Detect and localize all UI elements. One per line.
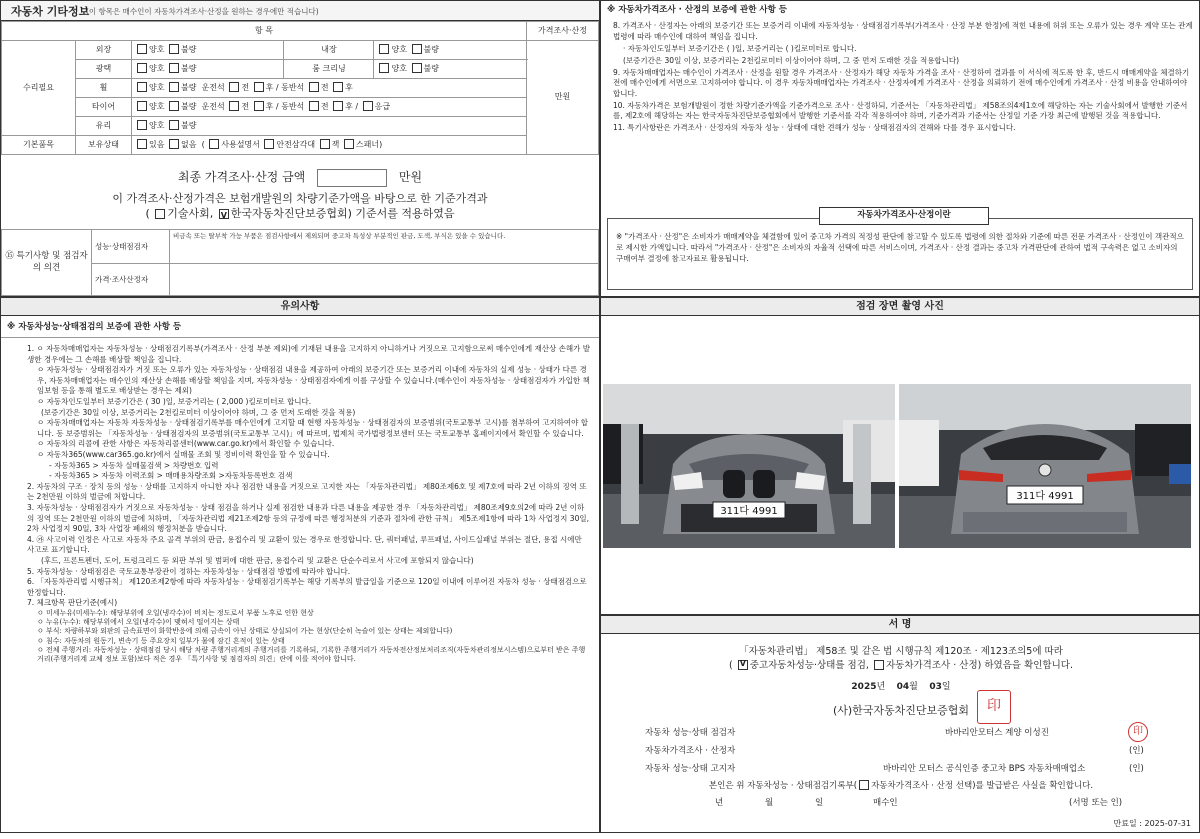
notes-list [1, 338, 599, 664]
org-seal-stamp: 印 [977, 690, 1011, 724]
inspection-checkbox[interactable] [738, 660, 748, 670]
row-glass: 유리 [76, 117, 132, 136]
signature-line2: ( V중고자동차성능·상태를 점검, 자동차가격조사 · 산정) 하였음을 확인합니다. [601, 660, 1200, 672]
notes-title: 유의사항 [1, 298, 599, 316]
final-amount-unit: 만원 [398, 170, 423, 184]
repair-label: 수리필요 [2, 41, 76, 136]
rear-car-image [899, 384, 1191, 548]
receipt-appraisal-checkbox[interactable] [859, 780, 869, 790]
basis-tech-checkbox[interactable] [155, 209, 165, 219]
front-car-photo [603, 384, 895, 548]
signature-panel: 서 명 「자동차관리법」 제58조 및 같은 법 시행규칙 제120조 · 제123조의5에 따라 ( V중고자동차성능·상태를 점검, 자동차가격조사 · 산정) 하였음을 확인합니다. 2025년 04월 03일 (사)한국자동차진단보증협회 印 자동차 성능·상태 점검자 바바리안모터스 계양 이성진 印 자동차가격조사 · 산정자 (인) 자동차 성능·상태 고지자 바바리안 모터스 공식인증 중고차 BPS 자동차매매업소 (인) 본인은 위 자동차성능 · 상태점검기록부( 자동차가격조사 · 산정 선택)를 발급받은 사실을 확인합니다. 년 월 일 매수인 (서명 또는 인) 만료일 : 2025-07-31 [600, 615, 1200, 833]
gloss-bad-checkbox[interactable] [169, 63, 179, 73]
row-wheel: 휠 [76, 79, 132, 98]
list-item: ㅇ 자동차성능 · 상태점검자가 거짓 또는 오류가 있는 자동차성능 · 상태점검 내용을 제공하여 아래의 보증기간 또는 보증거리 이내에 자동차의 실제 성능 · 상태가 다른 경우, 자동차매매업자는 매수인의 재산상 손해를 배상할 책임을 지며, 자동차성능 · 상태점검자에게 이를 구상할 수 있습니다.(매수인이 자동차성능 · 상태점검자가 가입한 책임보험 등을 통해 별도로 배상받는 경우는 제외) [37, 365, 590, 396]
list-item: · 자동차인도일부터 보증기간은 ( )일, 보증거리는 ( )킬로미터로 합니다. [623, 43, 857, 53]
vehicle-info-subtitle: (이 항목은 매수인이 자동차가격조사·산정을 원하는 경우에만 적습니다) [86, 7, 319, 16]
basis-assoc-checkbox[interactable] [219, 209, 229, 219]
list-item: 5. 자동차성능 · 상태점검은 국토교통부장관이 정하는 자동차성능 · 상태점검 방법에 따라야 합니다. [27, 566, 351, 576]
photos-title: 점검 장면 촬영 사진 [601, 298, 1199, 316]
inspector-label: 성능·상태점검자 [92, 230, 170, 264]
tire-good-checkbox[interactable] [137, 101, 147, 111]
interior-options: 양호 불량 [374, 41, 527, 60]
interior-good-checkbox[interactable] [379, 44, 389, 54]
receipt-confirm: 본인은 위 자동차성능 · 상태점검기록부( 자동차가격조사 · 산정 선택)를 발급받은 사실을 확인합니다. [708, 781, 1094, 791]
wheel-good-checkbox[interactable] [137, 82, 147, 92]
list-item: ㅇ 누유(누수): 해당부위에서 오일(냉각수)이 맺혀서 떨어지는 상태 [37, 618, 240, 627]
signature-line1: 「자동차관리법」 제58조 및 같은 법 시행규칙 제120조 · 제123조의5에 따라 [739, 646, 1063, 657]
list-item: ㅇ 부식: 차량하부와 외판의 금속표면이 화학반응에 의해 금속이 아닌 상태로 상실되어 가는 현상(단순히 녹슬어 있는 상태는 제외합니다) [37, 627, 453, 636]
signature-title: 서 명 [601, 616, 1199, 634]
list-item: (보증기간은 30일 이상, 보증거리는 2천킬로미터 이상이어야 하며, 그 중 먼저 도래한 것을 적용합니다) [623, 55, 960, 65]
basic-label: 기본품목 [2, 136, 76, 155]
appraiser-opinion[interactable] [170, 264, 599, 296]
expiry-date: 만료일 : 2025-07-31 [1113, 818, 1191, 828]
appraiser-label: 가격·조사산정자 [92, 264, 170, 296]
roomclean-bad-checkbox[interactable] [412, 63, 422, 73]
price-terms-panel [600, 0, 1200, 297]
list-item: ㅇ 자동차매매업자는 자동차 자동차성능 · 상태점검기록부를 매수인에게 고지할 때 현행 자동차성능 · 상태점검자의 보증범위(국토교통부 고시)를 첨부하여 고지하여야 합니다. 동 보증범위는 「자동차성능 · 상태점검자의 보증범위(국토교통부 고시)」에 따르며, 법제처 국가법령정보센터 또는 국토교통부 홈페이지에서 확인할 수 있습니다. [37, 418, 589, 438]
front-plate-text: 311다 4991 [720, 506, 778, 517]
exterior-options: 양호 불량 [132, 41, 284, 60]
glass-bad-checkbox[interactable] [169, 120, 179, 130]
exterior-bad-checkbox[interactable] [169, 44, 179, 54]
manual-checkbox[interactable] [209, 139, 219, 149]
vehicle-info-header [1, 1, 599, 21]
rear-plate-text: 311다 4991 [1016, 491, 1074, 502]
triangle-checkbox[interactable] [264, 139, 274, 149]
vehicle-info-title: 자동차 기타정보 [11, 5, 90, 18]
inspector-opinion: 비금속 또는 탈부착 가능 부품은 점검사항에서 제외되며 중고차 특성상 부분적인 판금, 도색, 부식은 있을 수 있습니다. [170, 230, 599, 264]
list-item: - 자동차365 > 자동차 이력조회 > 매매용차량조회 >자동차등록번호 검색 [49, 471, 293, 481]
col-items-header: 항 목 [2, 22, 527, 41]
front-car-image [603, 384, 895, 548]
price-unit: 만원 [527, 41, 599, 155]
glass-good-checkbox[interactable] [137, 120, 147, 130]
interior-bad-checkbox[interactable] [412, 44, 422, 54]
wheel-driver-front-checkbox[interactable] [229, 82, 239, 92]
list-item: 10. 자동차가격은 보험개발원이 정한 차량기준가액을 기준가격으로 조사 · 산정하되, 기준서는 「자동차관리법」 제58조의4제1호에 해당하는 자는 기술사회에서 발행한 기준서를, 제2호에 해당하는 자는 한국자동차진단보증협회에서 발행한 기준서를 각각 적용하여야 하며, 기준가격과 기준서는 산정일 기준 가장 최근에 발행된 것을 적용합니다. [613, 100, 1188, 120]
final-amount-row [1, 163, 599, 191]
wheel-pass-front-checkbox[interactable] [309, 82, 319, 92]
tire-pass-front-checkbox[interactable] [309, 101, 319, 111]
wheel-pass-rear-checkbox[interactable] [333, 82, 343, 92]
signature-date: 2025년 04월 03일 [851, 682, 951, 692]
row-exterior: 외장 [76, 41, 132, 60]
tire-driver-front-checkbox[interactable] [229, 101, 239, 111]
appraisal-checkbox[interactable] [874, 660, 884, 670]
wheel-rear-checkbox[interactable] [254, 82, 264, 92]
photos-panel [600, 297, 1200, 615]
col-price-header: 가격조사·산정 [527, 22, 599, 41]
exterior-good-checkbox[interactable] [137, 44, 147, 54]
row-interior: 내장 [284, 41, 374, 60]
tire-bad-checkbox[interactable] [169, 101, 179, 111]
roomclean-good-checkbox[interactable] [379, 63, 389, 73]
definition-text: ※ "가격조사 · 산정"은 소비자가 매매계약을 체결함에 있어 중고차 가격의 적정성 판단에 참고할 수 있도록 법령에 의한 절차와 기준에 따른 전문 가격조사 · 산정인이 객관적으로 제시한 가액입니다. 따라서 "가격조사 · 산정"은 소비자의 자율적 선택에 따른 서비스이며, 가격조사 · 산정 결과는 중고차 가격판단에 관하여 법적 구속력은 없고 소비자의 구매여부 결정에 참고자료로 활용됩니다. [616, 232, 1184, 263]
final-amount-label: 최종 가격조사·산정 금액 [177, 170, 306, 184]
row-holding: 보유상태 [76, 136, 132, 155]
price-terms-heading: ※ 자동차가격조사 · 산정의 보증에 관한 사항 등 [607, 5, 788, 15]
list-item: - 자동차365 > 자동차 실매물검색 > 차량번호 입력 [49, 460, 219, 470]
inspector-seal-stamp: 印 [1128, 722, 1148, 742]
list-item: 1. ㅇ 자동차매매업자는 자동차성능 · 상태점검기록부(가격조사 · 산정 부분 제외)에 기재된 내용을 고지하지 아니하거나 거짓으로 고지함으로써 매수인에게 재산상 손해가 발생한 경우에는 그 손해를 배상할 책임을 집니다. [27, 344, 590, 364]
signature-org: (사)한국자동차진단보증협회 [832, 704, 970, 717]
tire-emergency-checkbox[interactable] [363, 101, 373, 111]
list-item: 3. 자동차성능 · 상태점검자가 거짓으로 자동차성능 · 상태 점검을 하거나 실제 점검한 내용과 다른 내용을 제공한 경우 「자동차관리법」 제80조제9호의2에 따라 2년 이하의 징역 또는 2천만원 이하의 벌금에 처하며, 「자동차관리법 제21조제2항 등의 규정에 따른 행정처분의 기준과 절차에 관한 규칙」 제5조제1항에 따라 1차 사업정지 30일, 2차 사업정지 90일, 3차 사업장 폐쇄의 행정처분을 받습니다. [27, 502, 589, 534]
tire-rear-checkbox[interactable] [254, 101, 264, 111]
list-item: ㅇ 자동차의 리콜에 관한 사항은 자동차리콜센터(www.car.go.kr)에서 확인할 수 있습니다. [37, 439, 335, 449]
tire-pass-rear-checkbox[interactable] [333, 101, 343, 111]
row-gloss: 광택 [76, 60, 132, 79]
list-item: 2. 자동차의 구조 · 장치 등의 성능 · 상태를 고지하지 아니한 자나 점검한 내용을 거짓으로 고지한 자는 「자동차관리법」 제80조제6호 및 제7호에 따라 2년 이하의 징역 또는 2천만원 이하의 벌금에 처합니다. [27, 481, 587, 502]
row-tire: 타이어 [76, 98, 132, 117]
basis-text: 이 가격조사·산정가격은 보험개발원의 차량기준가액을 바탕으로 한 기준가격과 ( 기술사회, V 한국자동차진단보증협회) 기준서를 적용하였음 [1, 191, 599, 221]
list-item: ㅇ 침수: 자동차의 원동기, 변속기 등 주요장치 일부가 물에 잠긴 흔적이 있는 상태 [37, 636, 285, 645]
opinion-label: ⑮ 특기사항 및 점검자의 의견 [2, 230, 92, 296]
list-item: 9. 자동차매매업자는 매수인이 가격조사 · 산정을 원할 경우 가격조사 · 산정자가 해당 자동차 가격을 조사 · 산정하여 결과를 이 서식에 적도록 한 후, 반드시 매매계약을 체결하기 전에 매수인에게 서면으로 고지하여야 합니다. 이 경우 자동차매매업자는 가격조사 · 산정자에게 가격조사 · 산정을 의뢰하기 전에 매수인에게 가격조사 · 산정 비용을 안내하여야 합니다. [613, 67, 1190, 98]
definition-title: 자동차가격조사·산정이란 [819, 207, 989, 225]
list-item: 4. ㉮ 사고이력 인정은 사고로 자동차 주요 골격 부위의 판금, 용접수리 및 교환이 있는 경우로 한정합니다. 단, 쿼터패널, 루프패널, 사이드실패널 부위는 절단, 용접 시에만 사고로 표기합니다. [27, 534, 582, 555]
list-item: 11. 특기사항란은 가격조사 · 산정자의 자동차 성능 · 상태에 대한 견해가 성능 · 상태점검자의 견해와 다를 경우 표시합니다. [613, 123, 1016, 132]
wheel-bad-checkbox[interactable] [169, 82, 179, 92]
final-amount-field[interactable] [317, 169, 387, 187]
list-item: ㅇ 전체 주행거리: 자동차성능 · 상태점검 당시 해당 차량 주행거리계의 주행거리를 기록하되, 기록한 주행거리가 자동차전산정보처리조직(자동차관리정보시스템)으로부터 받은 주행거리(주행거리계 교체 정보 포함)보다 적은 경우 「특기사항 및 점검자의 의견」란에 이를 적어야 합니다. [37, 645, 586, 663]
list-item: 7. 체크항목 판단기준(예시) [27, 598, 118, 608]
notes-heading: ※ 자동차성능·상태점검의 보증에 관한 사항 등 [1, 316, 599, 338]
holding-none-checkbox[interactable] [169, 139, 179, 149]
spanner-checkbox[interactable] [344, 139, 354, 149]
list-item: 8. 가격조사 · 산정자는 아래의 보증기간 또는 보증거리 이내에 자동차성능 · 상태점검기록부(가격조사 · 산정 부분 한정)에 적힌 내용에 허위 또는 오류가 있는 경우 계약 또는 관계법령에 따라 매수인에 대하여 책임을 집니다. [613, 21, 1193, 41]
definition-panel [607, 218, 1193, 290]
list-item: (후드, 프론트펜더, 도어, 트렁크리드 등 외판 부위 및 범퍼에 대한 판금, 용접수리 및 교환은 단순수리로서 사고에 포함되지 않습니다) [41, 555, 474, 565]
repair-table: 항 목 가격조사·산정 수리필요 외장 양호 불량 내장 양호 불량 만원 광택 양호 불량 룸 크리닝 양호 불량 휠 양호 불량 운전석 전 후 / 동반석 전 후 타이어 양호 불량 운전석 전 후 / 동반석 전 후 / 응급 유리 양호 불량 기본품목 보유상태 있음 없음 ( 사용설명서 안전삼각대 잭 스패너) [1, 21, 599, 155]
list-item: ㅇ 자동차인도일부터 보증기간은 ( 30 )일, 보증거리는 ( 2,000 )킬로미터로 합니다. [37, 397, 312, 407]
opinion-table [1, 229, 599, 296]
jack-checkbox[interactable] [320, 139, 330, 149]
gloss-good-checkbox[interactable] [137, 63, 147, 73]
list-item: 6. 「자동차관리법 시행규칙」 제120조제2항에 따라 자동차성능 · 상태점검기록부는 해당 기록부의 발급일을 기준으로 120일 이내에 이루어진 자동차 성능 · 상태점검으로 한정합니다. [27, 577, 587, 597]
list-item: ㅇ 미세누유(미세누수): 해당부위에 오일(냉각수)이 비치는 정도로서 부품 노후로 인한 현상 [37, 608, 314, 617]
rear-car-photo [899, 384, 1191, 548]
price-terms-list [613, 21, 1193, 135]
holding-have-checkbox[interactable] [137, 139, 147, 149]
vehicle-info-panel [0, 0, 600, 297]
row-roomclean: 룸 크리닝 [284, 60, 374, 79]
list-item: ㅇ 자동차365(www.car365.go.kr)에서 실매물 조회 및 정비이력 확인을 할 수 있습니다. [37, 449, 330, 459]
list-item: (보증기간은 30일 이상, 보증거리는 2천킬로미터 이상이어야 하며, 그 중 먼저 도래한 것을 적용) [41, 407, 356, 417]
notes-panel [0, 297, 600, 833]
